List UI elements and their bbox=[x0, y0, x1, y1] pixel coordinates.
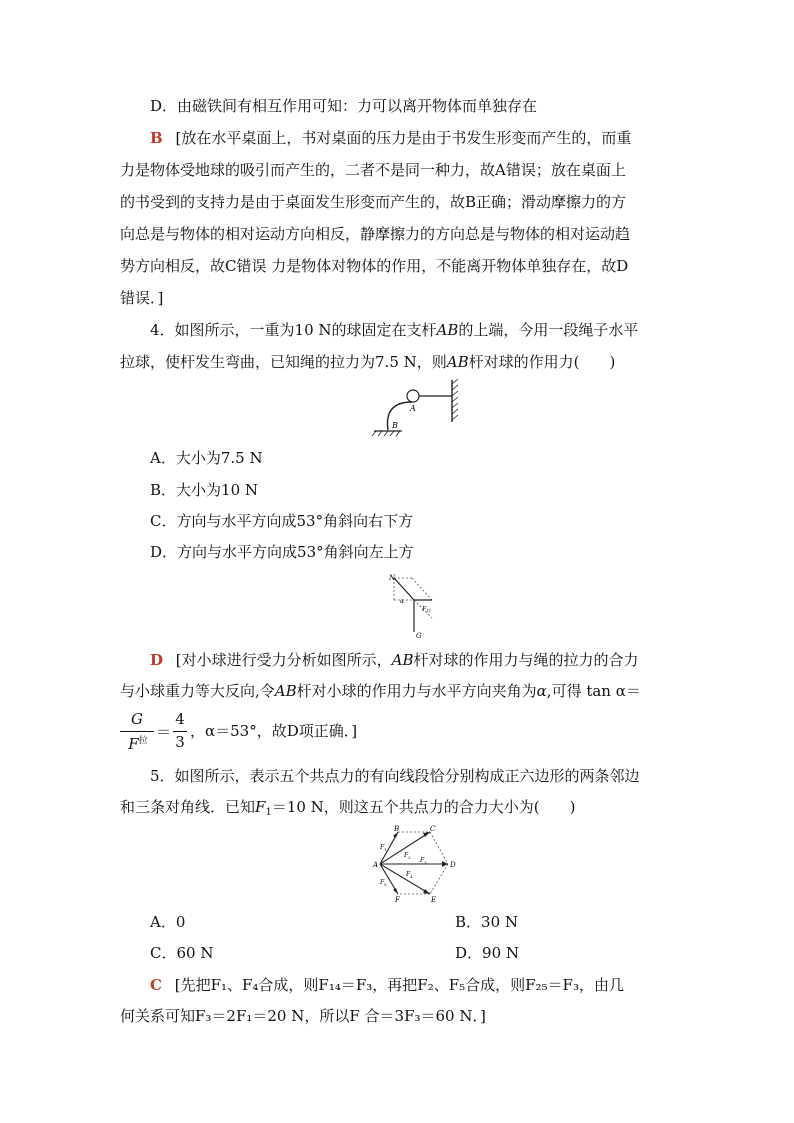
q5-answer: C bbox=[150, 976, 162, 994]
q3-option-d: D．由磁铁间有相互作用可知：力可以离开物体而单独存在 bbox=[150, 97, 538, 115]
label-g: G bbox=[416, 632, 422, 640]
label-alpha: α bbox=[400, 598, 405, 605]
label-f-pull-sub: 拉 bbox=[427, 608, 431, 613]
frac2-numerator: 4 bbox=[175, 710, 185, 728]
frac-numerator: G bbox=[131, 710, 143, 728]
q5-hexagon-figure bbox=[368, 824, 468, 904]
q3-explanation-line-1: B [放在水平桌面上，书对桌面的压力是由于书发生形变而产生的，而重 bbox=[150, 129, 632, 147]
q3-explanation-line-4: 向总是与物体的相对运动方向相反，静摩擦力的方向总是与物体的相对运动趋 bbox=[120, 225, 631, 243]
hex-label-a: A bbox=[373, 861, 379, 869]
label-n: N bbox=[389, 574, 396, 582]
q3-answer: B bbox=[150, 129, 163, 147]
hex-label-c: C bbox=[430, 825, 436, 833]
svg-text:1: 1 bbox=[384, 847, 387, 852]
frac2-bar bbox=[173, 731, 187, 732]
label-a: A bbox=[410, 404, 416, 413]
hex-label-f: F bbox=[395, 896, 400, 904]
hex-f2: F bbox=[404, 852, 409, 859]
q4-explanation-line-2: 与小球重力等大反向,令AB杆对小球的作用力与水平方向夹角为α,可得 tan α＝ bbox=[120, 682, 641, 700]
q4-stem-line-2: 拉球，使杆发生弯曲，已知绳的拉力为7.5 N，则AB杆对球的作用力( ) bbox=[120, 353, 616, 371]
q3-explanation-line-5: 势方向相反，故C错误 力是物体对物体的作用，不能离开物体单独存在，故D bbox=[120, 257, 629, 275]
label-b: B bbox=[392, 421, 398, 430]
frac-bar bbox=[120, 731, 154, 732]
frac-equals: ＝ bbox=[156, 723, 172, 741]
q4-explanation-line-1: D [对小球进行受力分析如图所示，AB杆对球的作用力与绳的拉力的合力 bbox=[150, 651, 639, 669]
hex-label-e: E bbox=[431, 896, 437, 904]
q4-option-d: D．方向与水平方向成53°角斜向左上方 bbox=[150, 543, 414, 561]
q4-option-b: B．大小为10 N bbox=[150, 481, 259, 499]
hex-f1: F bbox=[380, 844, 385, 851]
hex-label-d: D bbox=[450, 861, 456, 869]
q4-option-c: C．方向与水平方向成53°角斜向右下方 bbox=[150, 512, 414, 530]
hex-label-b: B bbox=[394, 825, 400, 833]
q4-option-a: A．大小为7.5 N bbox=[150, 449, 263, 467]
q5-stem-line-1: 5．如图所示，表示五个共点力的有向线段恰分别构成正六边形的两条邻边 bbox=[150, 767, 640, 785]
frac-denominator: $F^拉$ bbox=[128, 735, 148, 753]
q5-option-a: A．0 bbox=[150, 913, 186, 931]
q5-explanation-line-2: 何关系可知F₃＝2F₁＝20 N，所以F 合＝3F₃＝60 N．] bbox=[120, 1007, 486, 1025]
svg-text:3: 3 bbox=[424, 860, 427, 865]
q4-stem-line-1: 4．如图所示，一重为10 N的球固定在支杆AB的上端，今用一段绳子水平 bbox=[150, 321, 639, 339]
q3-explanation-line-3: 的书受到的支持力是由于桌面发生形变而产生的，故B正确；滑动摩擦力的方 bbox=[120, 193, 627, 211]
hex-f4: F bbox=[406, 871, 411, 878]
q4-explanation-line-3: ，α＝53°，故D项正确．] bbox=[190, 722, 358, 740]
q3-explanation-line-6: 错误．] bbox=[120, 289, 164, 307]
q5-option-b: B．30 N bbox=[455, 913, 519, 931]
hex-f3: F bbox=[420, 857, 425, 864]
q5-option-d: D．90 N bbox=[455, 944, 520, 962]
q4-force-figure bbox=[384, 572, 444, 642]
svg-text:4: 4 bbox=[410, 874, 413, 879]
q5-stem-line-2: 和三条对角线．已知$F_1=10$ N，则这五个共点力的合力大小为( ) bbox=[120, 798, 576, 818]
svg-text:2: 2 bbox=[408, 855, 411, 860]
q5-option-c: C．60 N bbox=[150, 944, 214, 962]
q4-answer: D bbox=[150, 651, 164, 669]
svg-text:5: 5 bbox=[384, 882, 387, 887]
label-f-pull: F bbox=[422, 606, 427, 613]
q3-explanation-line-2: 力是物体受地球的吸引而产生的，二者不是同一种力，故A错误；放在桌面上 bbox=[120, 161, 626, 179]
q4-rod-figure bbox=[370, 378, 490, 440]
hex-f5: F bbox=[380, 879, 385, 886]
frac2-denominator: 3 bbox=[175, 733, 185, 751]
q5-explanation-line-1: C [先把F₁、F₄合成，则F₁₄＝F₃，再把F₂、F₅合成，则F₂₅＝F₃，由几 bbox=[150, 976, 624, 994]
